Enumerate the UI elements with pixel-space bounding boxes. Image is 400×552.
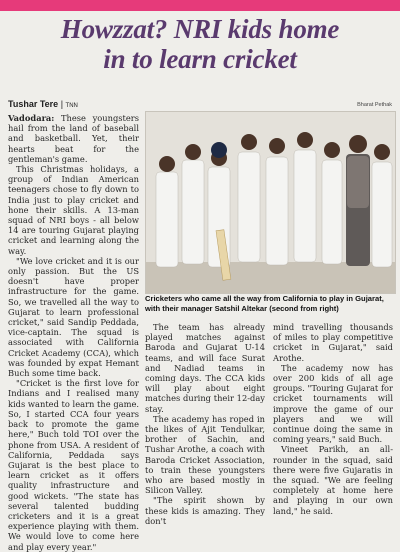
article-column-3: [273, 322, 393, 516]
paragraph: [8, 113, 139, 164]
team-photo: [145, 111, 396, 294]
paragraph: This Christmas holidays, a group of Indian American teenagers chose to fly down to India just to play cricket and hone their skills. A 13-man squad of NRI boys - all below 14 are touring Gujarat playing cricket and learning along the way.: [8, 164, 139, 256]
page-top-bar: [0, 0, 400, 11]
paragraph: "We love cricket and it is our only passion. But the US doesn't have proper infrastructure for the game. So, we travelled all the way to Gujarat to learn professional cricket," said Sandip Peddada, vice-captain. The squad is associated with California Cricket Academy (CCA), which was founded by expat Hemant Buch some time back.: [8, 255, 139, 379]
paragraph: The team has already played matches against Baroda and Gujarat U-14 teams, and will face Surat and Nadiad teams in coming days. The CCA kids will play about eight matches during their 12-day stay.: [145, 322, 265, 414]
paragraph: "The spirit shown by these kids is amazing. They don't: [145, 495, 265, 526]
byline-separator: |: [60, 99, 66, 109]
byline: [8, 99, 392, 111]
photo-caption: Cricketers who came all the way from California to play in Gujarat, with their manager Satshil Altekar (second from right): [145, 294, 384, 313]
paragraph: The academy now has over 200 kids of all age groups. "Touring Gujarat for cricket tournaments will improve the game of our players and we will continue doing the same in coming years," said Buch.: [273, 362, 393, 445]
dateline: Vadodara:: [8, 113, 55, 123]
paragraph: The academy has roped in the likes of Ajit Tendulkar, brother of Sachin, and Tushar Arothe, a coach with Baroda Cricket Association, to train these youngsters who are based mostly in Silicon Valley.: [145, 413, 265, 496]
photo-credit: Bharat Pethak: [357, 102, 392, 108]
headline: [0, 14, 400, 74]
paragraph: mind travelling thousands of miles to play competitive cricket in Gujarat," said Arothe.: [273, 322, 393, 363]
author-name: Tushar Tere: [8, 99, 59, 109]
article-column-1: [8, 113, 139, 552]
paragraph: "Cricket is the first love for Indians and I realised many kids wanted to learn the game. So, I started CCA four years back to promote the game here," Buch told TOI over the phone from USA. A resident of California, Peddada says Gujarat is the best place to learn cricket as it offers quality infrastructure and good wickets. "The state has several talented budding cricketers and it is a great experience playing with them. We would love to come here and play every year.": [8, 378, 139, 552]
paragraph: Vineet Parikh, an all-rounder in the squad, said there were five Gujaratis in the squad. "We are feeling completely at home here and playing in our own land," he said.: [273, 444, 393, 516]
paragraph-text: These youngsters hail from the land of baseball and basketball. Yet, their hearts beat for the gentleman's game.: [8, 113, 140, 164]
article-column-2: [145, 322, 265, 526]
headline-line-2: in to learn cricket: [103, 44, 297, 74]
team-photo-illustration: [146, 112, 395, 293]
agency-name: TNN: [65, 103, 78, 109]
headline-line-1: Howzzat? NRI kids home: [60, 14, 340, 44]
